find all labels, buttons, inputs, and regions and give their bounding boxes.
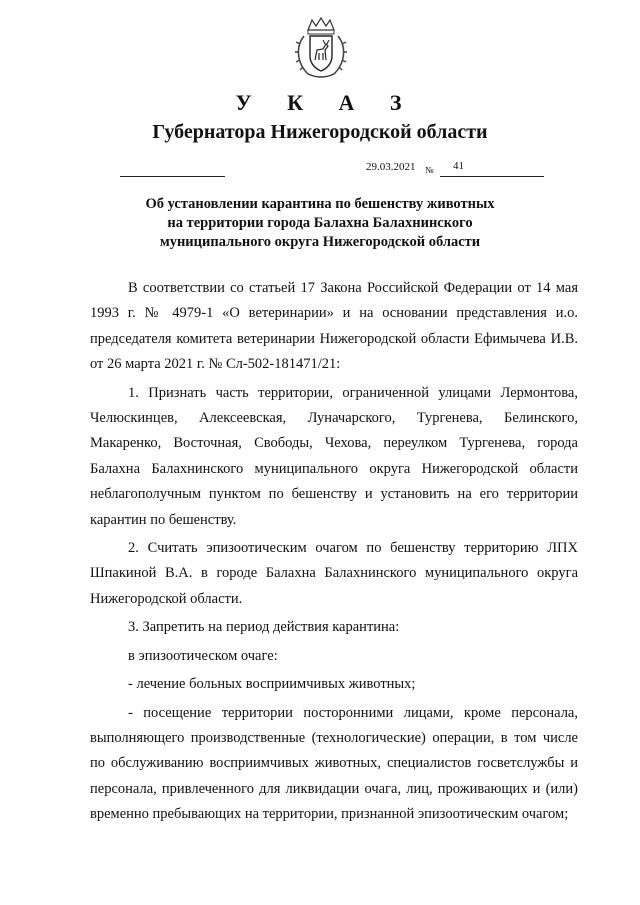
clause-3-item: - посещение территории посторонними лицами, кроме персонала, выполняющего производственные (технологические) операции, в том числе по обслуживанию восприимчивых животных, специалистов госветслужбы и персонала, привлеченного для ликвидации очага, лиц, проживающих и (или) временно пребывающих на территории, признанной эпизоотическим очагом; (90, 704, 578, 823)
clause-1: 1. Признать часть территории, ограниченной улицами Лермонтова, Челюскинцев, Алексеевская, Луначарского, Тургенева, Белинского, Макаренко, Восточная, Свободы, Чехова, переулком Тургенева, города Балахна Балахнинского муниципального округа Нижегородской области неблагополучным пунктом по бешенству и установить на его территории карантин по бешенству. (90, 384, 578, 528)
clause-2: 2. Считать эпизоотическим очагом по бешенству территорию ЛПХ Шпакиной В.А. в городе Балахна Балахнинского муниципального округа Нижегородской области. (90, 540, 578, 607)
document-body (90, 276, 578, 831)
number-line (440, 176, 544, 177)
subject-line: Об установлении карантина по бешенству животных (145, 196, 495, 212)
document-number: 41 (453, 160, 464, 172)
preamble-paragraph: В соответствии со статьей 17 Закона Российской Федерации от 14 мая 1993 г. № 4979-1 «О ветеринарии» и на основании представления и.о. председателя комитета ветеринарии Нижегородской области Ефимычева И.В. от 26 марта 2021 г. № Сл-502-181471/21: (90, 280, 578, 373)
subject-line: муниципального округа Нижегородской области (159, 234, 481, 250)
subject-line: на территории города Балахна Балахнинского (167, 215, 473, 231)
document-type-title: У К А З (235, 90, 417, 115)
number-sign: № (425, 165, 434, 175)
document-date: 29.03.2021 (366, 161, 416, 173)
document-subject (0, 195, 640, 252)
coat-of-arms-icon (294, 16, 348, 80)
blank-line (120, 176, 225, 177)
clause-3: 3. Запретить на период действия карантина: (128, 619, 400, 636)
issuer-title: Губернатора Нижегородской области (152, 121, 488, 143)
clause-3-context: в эпизоотическом очаге: (128, 647, 278, 664)
clause-3-item: - лечение больных восприимчивых животных; (128, 676, 416, 693)
